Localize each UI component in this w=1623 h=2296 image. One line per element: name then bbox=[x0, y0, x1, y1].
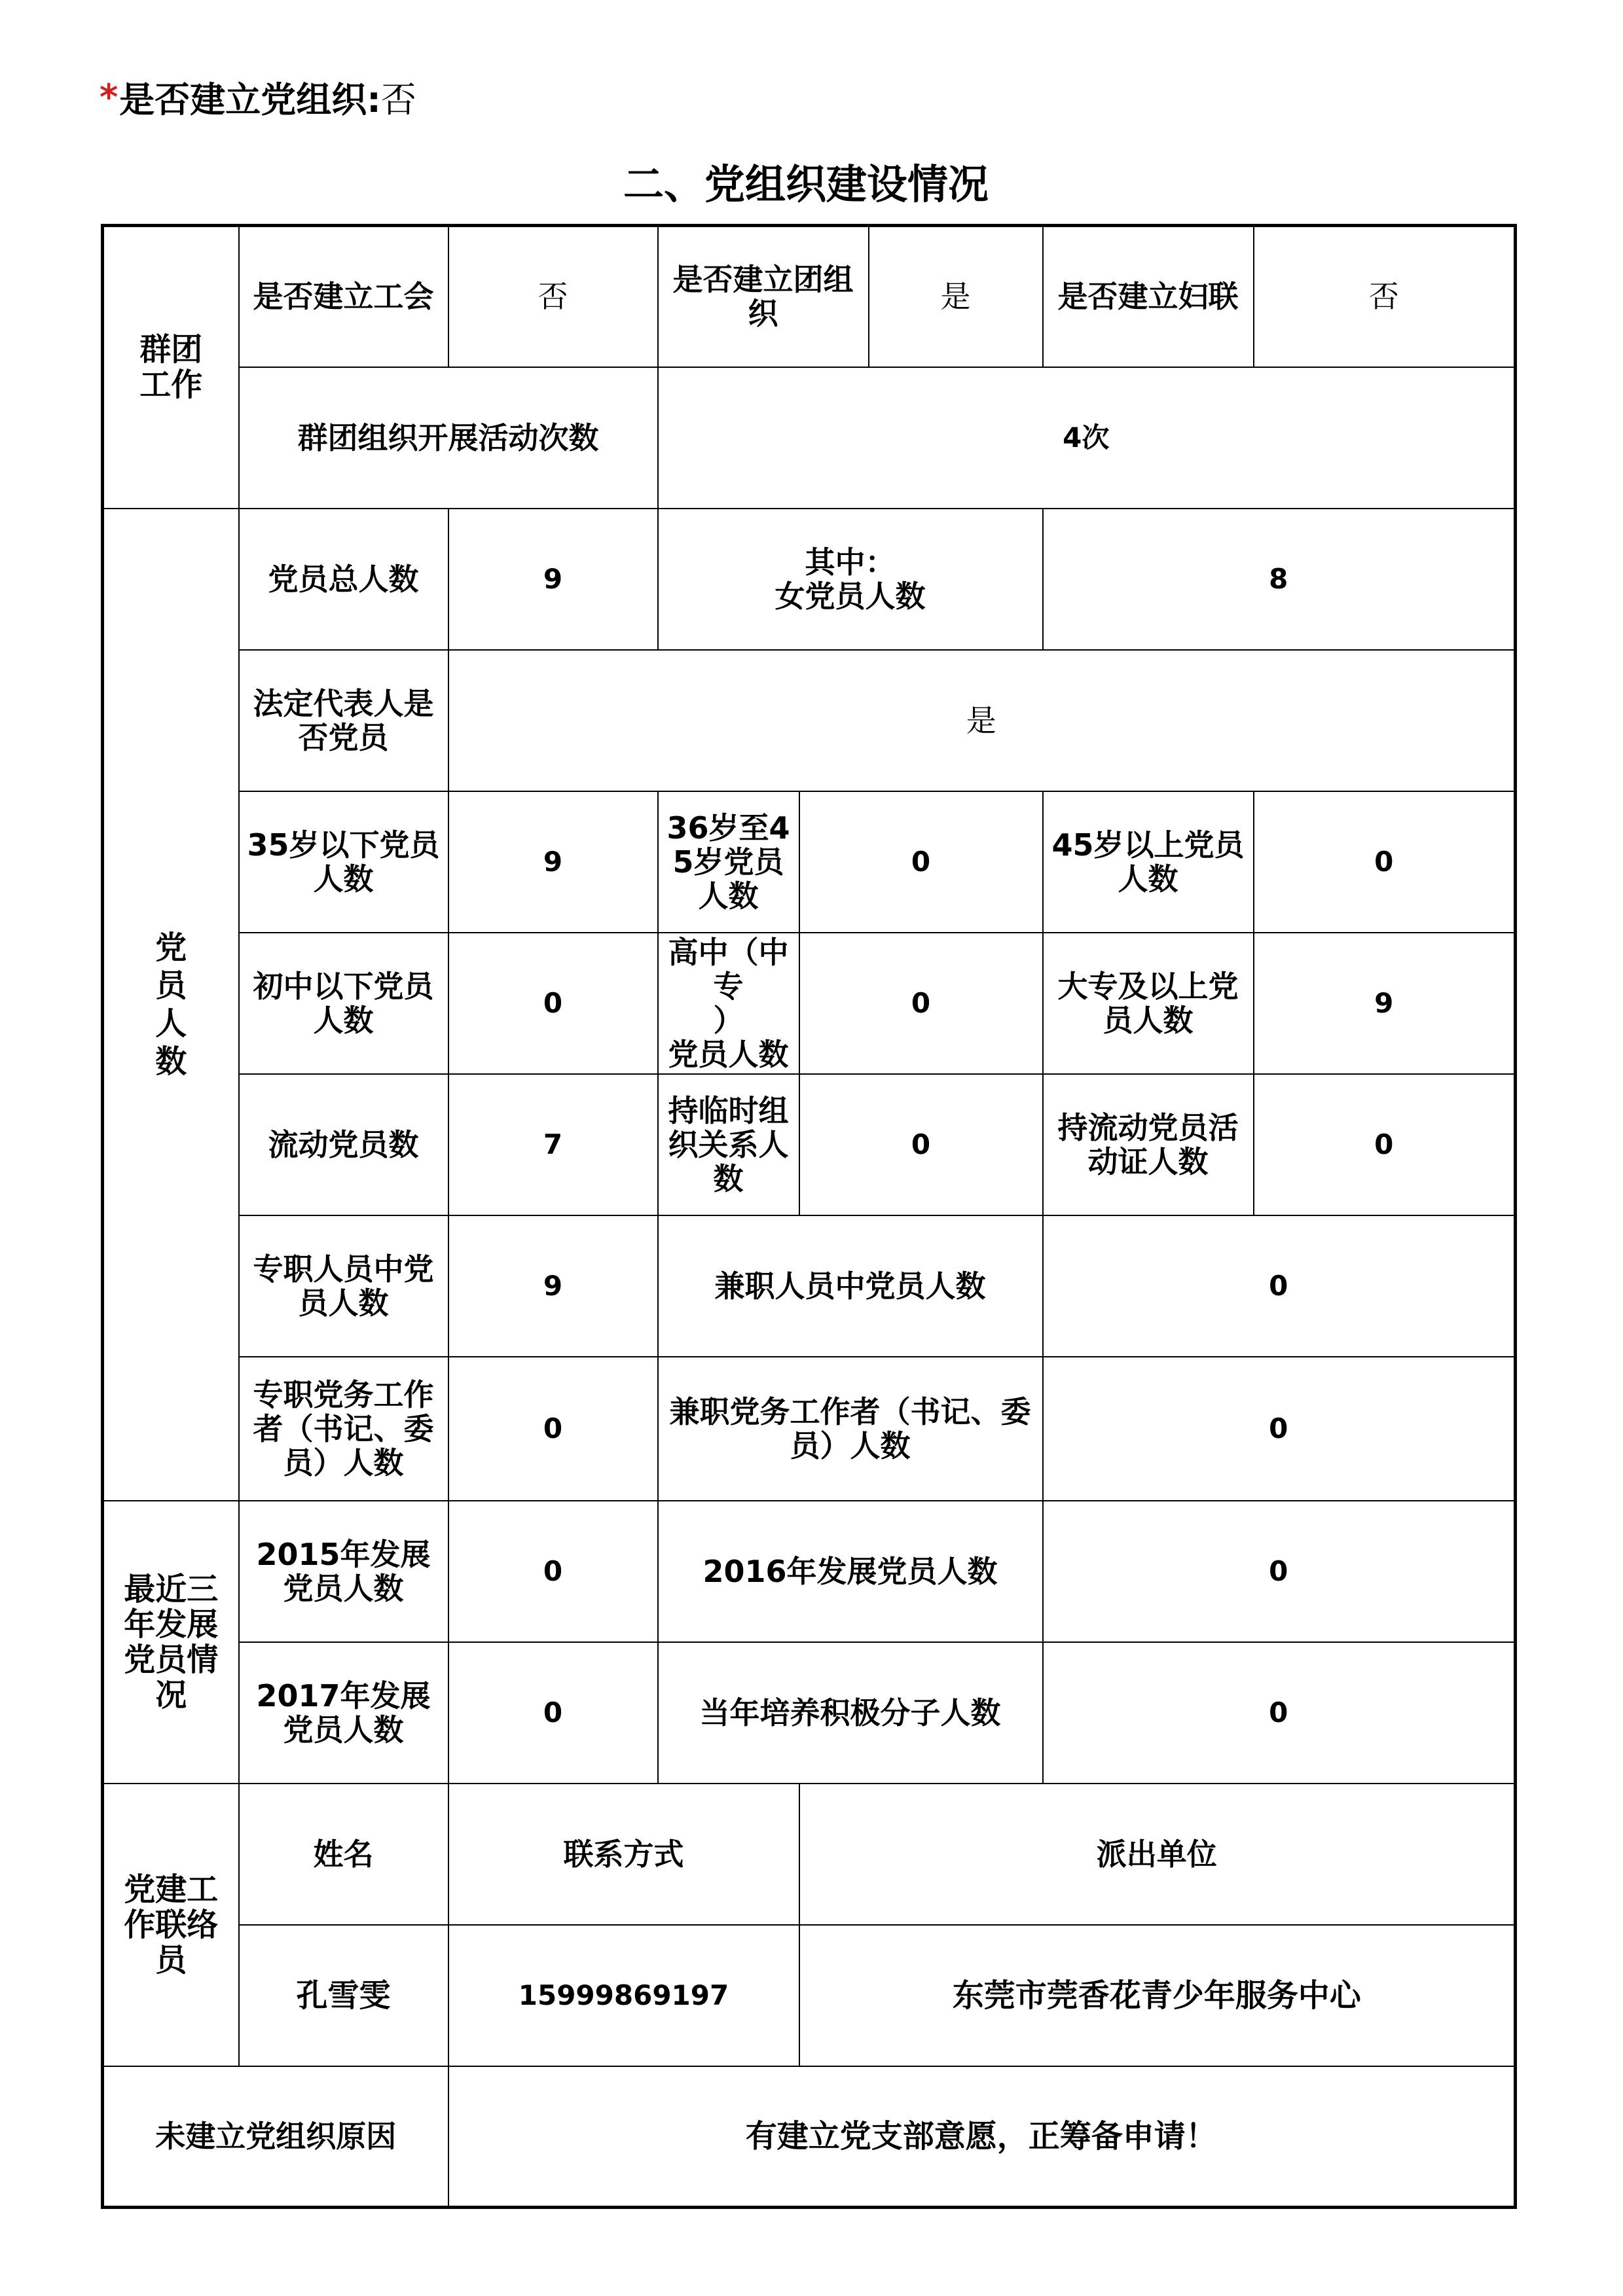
y2015-label: 2015年发展党员人数 bbox=[239, 1501, 448, 1642]
y2017-label: 2017年发展党员人数 bbox=[239, 1642, 448, 1784]
table-row bbox=[103, 367, 1516, 509]
total-members-label: 党员总人数 bbox=[239, 509, 448, 650]
question-label: 是否建立党组织: bbox=[119, 79, 381, 120]
total-members-value: 9 bbox=[448, 509, 658, 650]
womens-label: 是否建立妇联 bbox=[1043, 226, 1254, 367]
ft-worker-value: 0 bbox=[448, 1357, 658, 1501]
table-row bbox=[103, 933, 1516, 1074]
group-label-cell bbox=[103, 226, 239, 509]
activities-value: 4次 bbox=[658, 367, 1516, 509]
table-row bbox=[103, 1784, 1516, 1925]
temp-org-value: 0 bbox=[799, 1074, 1043, 1215]
party-org-question bbox=[100, 69, 416, 124]
senior-label-line3: 党员人数 bbox=[668, 1036, 789, 1072]
section-title: 二、党组织建设情况 bbox=[623, 160, 989, 208]
y2016-label: 2016年发展党员人数 bbox=[658, 1501, 1043, 1642]
female-members-label bbox=[658, 509, 1043, 650]
reason-value: 有建立党支部意愿，正筹备申请！ bbox=[448, 2066, 1516, 2208]
union-label: 是否建立工会 bbox=[239, 226, 448, 367]
senior-label-line1: 高中（中专 bbox=[668, 934, 789, 1004]
group-label-cell bbox=[103, 1784, 239, 2066]
table-row bbox=[103, 226, 1516, 367]
over45-value: 0 bbox=[1254, 791, 1516, 933]
age36-45-value: 0 bbox=[799, 791, 1043, 933]
question-answer: 否 bbox=[380, 79, 416, 120]
table-row bbox=[103, 791, 1516, 933]
fulltime-value: 9 bbox=[448, 1215, 658, 1357]
table-row bbox=[103, 1357, 1516, 1501]
liaison-phone: 15999869197 bbox=[448, 1925, 799, 2066]
womens-value: 否 bbox=[1254, 226, 1516, 367]
liaison-contact-header: 联系方式 bbox=[448, 1784, 799, 1925]
pt-worker-label: 兼职党务工作者（书记、委员）人数 bbox=[658, 1357, 1043, 1501]
legal-rep-value: 是 bbox=[448, 650, 1516, 791]
group-label-dang-yuan: 党员人数 bbox=[155, 929, 187, 1080]
league-value: 是 bbox=[869, 226, 1043, 367]
table-row bbox=[103, 1642, 1516, 1784]
group-label-development: 最近三年发展党员情况 bbox=[124, 1570, 219, 1713]
activists-label: 当年培养积极分子人数 bbox=[658, 1642, 1043, 1784]
pt-worker-value: 0 bbox=[1043, 1357, 1516, 1501]
y2017-value: 0 bbox=[448, 1642, 658, 1784]
activists-value: 0 bbox=[1043, 1642, 1516, 1784]
table-row bbox=[103, 2066, 1516, 2208]
group-label-cell bbox=[103, 1501, 239, 1784]
female-label-main: 女党员人数 bbox=[775, 578, 926, 614]
liaison-name-header: 姓名 bbox=[239, 1784, 448, 1925]
fulltime-label: 专职人员中党员人数 bbox=[239, 1215, 448, 1357]
junior-label: 初中以下党员人数 bbox=[239, 933, 448, 1074]
table-row bbox=[103, 1074, 1516, 1215]
table-row bbox=[103, 650, 1516, 791]
college-value: 9 bbox=[1254, 933, 1516, 1074]
y2016-value: 0 bbox=[1043, 1501, 1516, 1642]
female-members-value: 8 bbox=[1043, 509, 1516, 650]
ft-worker-label: 专职党务工作者（书记、委员）人数 bbox=[239, 1357, 448, 1501]
floating-value: 7 bbox=[448, 1074, 658, 1215]
liaison-unit: 东莞市莞香花青少年服务中心 bbox=[799, 1925, 1516, 2066]
union-value: 否 bbox=[448, 226, 658, 367]
floating-cert-label: 持流动党员活动证人数 bbox=[1043, 1074, 1254, 1215]
junior-value: 0 bbox=[448, 933, 658, 1074]
over45-label: 45岁以上党员人数 bbox=[1043, 791, 1254, 933]
legal-rep-label: 法定代表人是否党员 bbox=[239, 650, 448, 791]
parttime-label: 兼职人员中党员人数 bbox=[658, 1215, 1043, 1357]
table-row bbox=[103, 509, 1516, 650]
liaison-unit-header: 派出单位 bbox=[799, 1784, 1516, 1925]
senior-label-line2: ） bbox=[713, 1002, 744, 1038]
temp-org-label: 持临时组织关系人数 bbox=[658, 1074, 799, 1215]
group-label-cell bbox=[103, 509, 239, 1501]
senior-value: 0 bbox=[799, 933, 1043, 1074]
senior-label bbox=[658, 933, 799, 1074]
under35-value: 9 bbox=[448, 791, 658, 933]
age36-45-label: 36岁至45岁党员人数 bbox=[658, 791, 799, 933]
liaison-name: 孔雪雯 bbox=[239, 1925, 448, 2066]
under35-label: 35岁以下党员人数 bbox=[239, 791, 448, 933]
activities-label: 群团组织开展活动次数 bbox=[239, 367, 658, 509]
female-label-prefix: 其中： bbox=[805, 544, 896, 580]
group-label-qun-tuan: 群团工作 bbox=[139, 331, 203, 404]
floating-cert-value: 0 bbox=[1254, 1074, 1516, 1215]
table-row bbox=[103, 1925, 1516, 2066]
y2015-value: 0 bbox=[448, 1501, 658, 1642]
league-label: 是否建立团组织 bbox=[658, 226, 869, 367]
party-org-table bbox=[101, 224, 1517, 2209]
college-label: 大专及以上党员人数 bbox=[1043, 933, 1254, 1074]
required-mark: * bbox=[100, 76, 119, 118]
table-row bbox=[103, 1501, 1516, 1642]
floating-label: 流动党员数 bbox=[239, 1074, 448, 1215]
table-row bbox=[103, 1215, 1516, 1357]
group-label-liaison: 党建工作联络员 bbox=[124, 1871, 219, 1979]
reason-label: 未建立党组织原因 bbox=[103, 2066, 448, 2208]
parttime-value: 0 bbox=[1043, 1215, 1516, 1357]
